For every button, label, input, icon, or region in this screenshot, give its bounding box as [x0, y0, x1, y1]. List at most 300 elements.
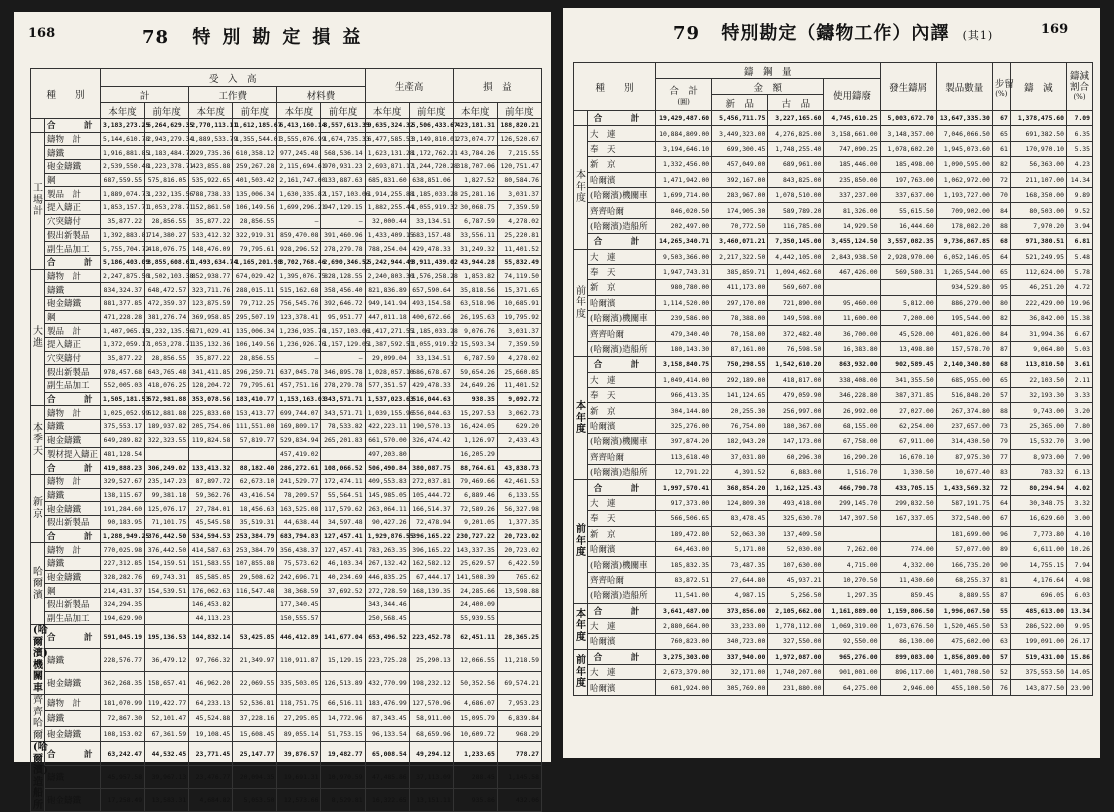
- left-cell-value: 535,922.65: [189, 173, 233, 187]
- right-cell-value: 16,444.60: [880, 218, 936, 233]
- left-cell-value: 127,457.41: [321, 543, 365, 557]
- right-head-yield: [992, 63, 1014, 111]
- right-cell-value: 195,544.00: [936, 311, 992, 326]
- left-cell-value: 15,608.45: [233, 726, 277, 742]
- right-cell-value: 1,542,610.20: [768, 357, 824, 372]
- right-cell-value: 519,431.00: [1010, 649, 1066, 664]
- right-head-sales: 鑄 鋼 量: [656, 63, 881, 79]
- right-cell-value: 6.13: [1067, 464, 1093, 479]
- right-cell-value: 113,618.40: [656, 449, 712, 464]
- left-head-this-year: 本年度: [277, 103, 321, 119]
- right-table-row: [574, 280, 1093, 295]
- right-cell-value: 1,193,727.00: [936, 187, 992, 202]
- left-cell-value: 28,856.55: [145, 214, 189, 228]
- left-cell-value: 5,506,433.67: [409, 119, 453, 133]
- left-cell-value: 335,503.05: [277, 672, 321, 695]
- left-cell-value: 89,055.14: [277, 726, 321, 742]
- right-cell-value: 64,463.00: [656, 541, 712, 556]
- right-table-row: [574, 341, 1093, 356]
- left-cell-value: 947,129.15: [321, 201, 365, 215]
- left-cell-value: 143,337.35: [453, 543, 497, 557]
- right-cell-value: 783.32: [1010, 464, 1066, 479]
- left-cell-value: 85,585.05: [189, 570, 233, 584]
- right-cell-value: 87,161.00: [712, 341, 768, 356]
- right-cell-value: 9.89: [1067, 187, 1093, 202]
- left-cell-value: 10,609.72: [453, 726, 497, 742]
- right-table-row: [574, 388, 1093, 403]
- left-cell-value: 55,564.51: [321, 488, 365, 502]
- right-cell-value: 113,810.50: [1010, 357, 1066, 372]
- left-table-row: [31, 201, 542, 215]
- left-table-row: [31, 765, 542, 788]
- left-cell-value: 457,419.02: [277, 447, 321, 461]
- right-cell-value: 1,159,806.50: [880, 603, 936, 618]
- left-cell-value: 20,723.02: [497, 543, 541, 557]
- left-table-row: [31, 420, 542, 434]
- left-cell-value: 881,377.85: [101, 296, 145, 310]
- left-head-this-year: 本年度: [365, 103, 409, 119]
- right-cell-value: 327,550.00: [768, 634, 824, 649]
- left-cell-value: 20,094.35: [233, 765, 277, 788]
- right-head-product-qty: 製品數量: [936, 63, 992, 111]
- right-row-label: 奉 天: [588, 264, 656, 279]
- right-cell-value: 52,030.00: [768, 541, 824, 556]
- right-cell-value: 3.32: [1067, 495, 1093, 510]
- left-cell-value: 21,349.97: [233, 648, 277, 671]
- left-cell-value: 2,247,875.50: [101, 269, 145, 283]
- left-cell-value: 50,352.56: [453, 672, 497, 695]
- right-cell-value: 65: [992, 126, 1010, 141]
- right-table-row: [574, 234, 1093, 249]
- right-cell-value: 304,144.80: [656, 403, 712, 418]
- left-cell-value: 15,371.65: [497, 283, 541, 297]
- left-cell-value: 329,527.67: [101, 474, 145, 488]
- left-table-row: [31, 726, 542, 742]
- right-cell-value: 116,785.00: [768, 218, 824, 233]
- left-table-row: [31, 310, 542, 324]
- right-cell-value: 3.33: [1067, 388, 1093, 403]
- right-cell-value: 5,256.50: [768, 588, 824, 603]
- right-cell-value: 863,932.00: [824, 357, 880, 372]
- left-cell-value: 87,343.45: [365, 711, 409, 727]
- left-table-row: [31, 173, 542, 187]
- left-cell-value: 62,451.11: [453, 625, 497, 648]
- right-head-total: [656, 79, 712, 111]
- left-cell-value: 1,827.52: [453, 173, 497, 187]
- right-cell-value: 64,275.00: [824, 680, 880, 695]
- left-cell-value: 286,272.61: [277, 461, 321, 475]
- right-row-label: 合 計: [588, 480, 656, 495]
- left-cell-value: 144,832.14: [189, 625, 233, 648]
- left-cell-value: 1,853.82: [453, 269, 497, 283]
- right-row-label: 合 計: [588, 357, 656, 372]
- left-cell-value: 37,113.09: [409, 765, 453, 788]
- left-table-row: [31, 789, 542, 812]
- right-cell-value: 256,997.00: [768, 403, 824, 418]
- left-cell-value: 472,359.37: [145, 296, 189, 310]
- left-cell-value: 16,205.29: [453, 447, 497, 461]
- left-row-label: 合 計: [45, 119, 101, 133]
- left-cell-value: 414,587.63: [189, 543, 233, 557]
- right-table-row: [574, 557, 1093, 572]
- right-cell-value: 1,078,602.20: [880, 141, 936, 156]
- left-cell-value: 423,181.31: [453, 119, 497, 133]
- left-cell-value: [321, 611, 365, 625]
- right-row-label: 合 計: [588, 649, 656, 664]
- left-cell-value: 471,228.28: [101, 310, 145, 324]
- left-cell-value: 686,678.67: [409, 365, 453, 379]
- right-cell-value: 886,279.00: [936, 295, 992, 310]
- right-cell-value: 843,825.00: [768, 172, 824, 187]
- left-cell-value: 629.20: [497, 420, 541, 434]
- left-cell-value: 6,787.59: [453, 351, 497, 365]
- left-cell-value: 859,470.08: [277, 228, 321, 242]
- left-cell-value: —: [321, 351, 365, 365]
- left-cell-value: 267,132.42: [365, 557, 409, 571]
- left-cell-value: 28,365.25: [497, 625, 541, 648]
- left-cell-value: 323,711.76: [189, 283, 233, 297]
- right-row-label: (哈爾濱)機關車: [588, 557, 656, 572]
- left-cell-value: 1,053,278.71: [145, 201, 189, 215]
- left-cell-value: 1,157,129.05: [321, 338, 365, 352]
- left-cell-value: 135,006.34: [233, 187, 277, 201]
- left-cell-value: 381,276.74: [145, 310, 189, 324]
- left-cell-value: 11,401.52: [497, 242, 541, 256]
- right-row-group-label: 前年度: [574, 249, 588, 357]
- left-cell-value: 2,690,346.52: [321, 255, 365, 269]
- right-cell-value: 1,069,319.00: [824, 618, 880, 633]
- right-cell-value: 83: [992, 464, 1010, 479]
- right-table-row: [574, 480, 1093, 495]
- right-cell-value: 67,911.00: [880, 434, 936, 449]
- left-cell-value: 127,457.41: [321, 529, 365, 543]
- left-cell-value: 9,076.76: [453, 324, 497, 338]
- right-cell-value: 2,673,379.00: [656, 665, 712, 680]
- left-table-row: [31, 283, 542, 297]
- right-table-row: [574, 511, 1093, 526]
- right-cell-value: 2,946.00: [880, 680, 936, 695]
- left-cell-value: 328,282.76: [101, 570, 145, 584]
- right-cell-value: 181,699.00: [936, 526, 992, 541]
- left-cell-value: 230,727.22: [453, 529, 497, 543]
- left-row-label: 砲金鑄鐵: [45, 433, 101, 447]
- right-cell-value: 147,173.00: [768, 434, 824, 449]
- right-cell-value: 2,217,322.50: [712, 249, 768, 264]
- left-cell-value: 63,242.47: [101, 742, 145, 765]
- left-cell-value: 821,836.89: [365, 283, 409, 297]
- right-cell-value: 141,124.65: [712, 388, 768, 403]
- right-cell-value: 1,162,125.43: [768, 480, 824, 495]
- right-cell-value: 31,994.36: [1010, 326, 1066, 341]
- left-row-label: 副生品加工: [45, 611, 101, 625]
- right-cell-value: 1,972,087.00: [768, 649, 824, 664]
- right-cell-value: 76,754.00: [712, 418, 768, 433]
- left-cell-value: 15,095.79: [453, 711, 497, 727]
- left-cell-value: 1,914,255.88: [365, 187, 409, 201]
- right-cell-value: 77: [992, 449, 1010, 464]
- right-row-group-label: 前年度: [574, 649, 588, 695]
- left-cell-value: 78,533.82: [321, 420, 365, 434]
- right-row-group-label: 前年度: [574, 480, 588, 603]
- left-cell-value: 2,943,279.34: [145, 132, 189, 146]
- left-cell-value: 25,147.77: [233, 742, 277, 765]
- left-cell-value: 447,011.18: [365, 310, 409, 324]
- left-cell-value: 25,629.57: [453, 557, 497, 571]
- right-cell-value: 760,823.00: [656, 634, 712, 649]
- left-row-group-label: 新京: [31, 474, 45, 542]
- left-cell-value: 657,590.64: [409, 283, 453, 297]
- right-cell-value: 1,699,714.00: [656, 187, 712, 202]
- right-cell-value: 1,378,475.60: [1010, 111, 1066, 126]
- right-cell-value: 15,532.70: [1010, 434, 1066, 449]
- right-cell-value: 55,615.50: [880, 203, 936, 218]
- right-cell-value: 64: [992, 249, 1010, 264]
- left-cell-value: 44,113.23: [189, 611, 233, 625]
- left-row-label: 鑄物 計: [45, 695, 101, 711]
- left-head-material-cost: 材料費: [277, 87, 365, 103]
- right-cell-value: [824, 526, 880, 541]
- left-row-label: 穴突鑄付: [45, 351, 101, 365]
- right-cell-value: 11,430.60: [880, 572, 936, 587]
- left-cell-value: 638,851.06: [409, 173, 453, 187]
- right-cell-value: 5.35: [1067, 141, 1093, 156]
- right-cell-value: 70: [992, 187, 1010, 202]
- right-row-label: 哈爾濱: [588, 680, 656, 695]
- left-row-label: 鑄物 計: [45, 132, 101, 146]
- left-cell-value: 1,157,103.06: [321, 187, 365, 201]
- left-cell-value: 343,344.46: [365, 598, 409, 612]
- left-table-row: [31, 648, 542, 671]
- left-cell-value: 699,744.07: [277, 406, 321, 420]
- left-cell-value: 1,236,926.76: [277, 338, 321, 352]
- right-table-row: [574, 464, 1093, 479]
- left-head-last-year: 前年度: [409, 103, 453, 119]
- right-cell-value: 10,270.50: [824, 572, 880, 587]
- right-cell-value: 601,924.00: [656, 680, 712, 695]
- right-table-row: [574, 157, 1093, 172]
- right-cell-value: 68: [992, 234, 1010, 249]
- left-cell-value: 35,519.31: [233, 515, 277, 529]
- left-cell-value: 69,574.21: [497, 672, 541, 695]
- left-cell-value: 288,015.11: [233, 283, 277, 297]
- right-cell-value: [824, 280, 880, 295]
- left-cell-value: 40,234.69: [321, 570, 365, 584]
- right-cell-value: 112,624.00: [1010, 264, 1066, 279]
- left-cell-value: 481,128.54: [101, 447, 145, 461]
- right-table-row: [574, 680, 1093, 695]
- right-cell-value: 80,503.00: [1010, 203, 1066, 218]
- left-table-row: [31, 625, 542, 648]
- right-row-label: 合 計: [588, 603, 656, 618]
- left-cell-value: 10,970.59: [321, 765, 365, 788]
- right-cell-value: 23.90: [1067, 680, 1093, 695]
- left-cell-value: 3,557,613.35: [321, 119, 365, 133]
- right-cell-value: 4,391.52: [712, 464, 768, 479]
- left-cell-value: —: [277, 214, 321, 228]
- left-page-title: [142, 23, 372, 49]
- right-row-label: 齊齊哈爾: [588, 572, 656, 587]
- right-cell-value: 1,520,465.50: [936, 618, 992, 633]
- left-table-row: [31, 529, 542, 543]
- left-cell-value: 556,044.63: [409, 406, 453, 420]
- right-head-loss-rate: [1067, 63, 1093, 111]
- left-cell-value: 15,129.15: [321, 648, 365, 671]
- right-cell-value: 82: [992, 311, 1010, 326]
- left-row-label: 鑄物 計: [45, 269, 101, 283]
- left-cell-value: 318,707.06: [453, 160, 497, 174]
- left-cell-value: 125,076.17: [145, 502, 189, 516]
- right-cell-value: 7,046,066.50: [936, 126, 992, 141]
- right-cell-value: 3,641,487.00: [656, 603, 712, 618]
- left-cell-value: 6,133.55: [497, 488, 541, 502]
- left-cell-value: 43,944.28: [453, 255, 497, 269]
- right-cell-value: 1,401,708.50: [936, 665, 992, 680]
- right-cell-value: 3.61: [1067, 357, 1093, 372]
- left-cell-value: 31,249.32: [453, 242, 497, 256]
- left-cell-value: 1,355,544.01: [233, 132, 277, 146]
- left-cell-value: 1,185,033.28: [409, 324, 453, 338]
- right-row-label: 齊齊哈爾: [588, 203, 656, 218]
- left-cell-value: 74,119.50: [497, 269, 541, 283]
- left-cell-value: [497, 611, 541, 625]
- left-cell-value: 1,055,919.32: [409, 201, 453, 215]
- right-cell-value: 79: [992, 434, 1010, 449]
- left-cell-value: 33,556.11: [453, 228, 497, 242]
- left-cell-value: 188,820.21: [497, 119, 541, 133]
- left-cell-value: 9,092.72: [497, 392, 541, 406]
- left-table-row: [31, 557, 542, 571]
- left-head-last-year: 前年度: [321, 103, 365, 119]
- left-cell-value: 683,794.83: [277, 529, 321, 543]
- left-cell-value: 138,115.67: [101, 488, 145, 502]
- left-head-total: 計: [101, 87, 189, 103]
- left-cell-value: 2,433.43: [497, 433, 541, 447]
- right-row-label: (哈爾濱)造船所: [588, 341, 656, 356]
- right-table-row: [574, 418, 1093, 433]
- left-cell-value: 168,139.35: [409, 584, 453, 598]
- left-table-row: [31, 119, 542, 133]
- right-row-label: 大 連: [588, 126, 656, 141]
- left-cell-value: 272,728.59: [365, 584, 409, 598]
- left-cell-value: 341,411.85: [189, 365, 233, 379]
- right-cell-value: 479,059.90: [768, 388, 824, 403]
- left-cell-value: [497, 598, 541, 612]
- right-cell-value: 1,433,569.32: [936, 480, 992, 495]
- left-row-label: 假出新製品: [45, 228, 101, 242]
- left-cell-value: 52,536.81: [233, 695, 277, 711]
- left-cell-value: [189, 447, 233, 461]
- left-cell-value: 49,294.12: [409, 742, 453, 765]
- left-cell-value: 154,159.51: [145, 557, 189, 571]
- right-cell-value: 189,472.80: [656, 526, 712, 541]
- right-cell-value: 267,374.80: [936, 403, 992, 418]
- left-cell-value: 3,555,076.99: [277, 132, 321, 146]
- right-cell-value: 411,173.00: [712, 280, 768, 295]
- right-row-label: (哈爾濱)機關車: [588, 434, 656, 449]
- right-cell-value: 3,460,071.21: [712, 234, 768, 249]
- right-cell-value: 87: [992, 341, 1010, 356]
- left-cell-value: 714,380.27: [145, 228, 189, 242]
- right-cell-value: 750,298.55: [712, 357, 768, 372]
- left-head-last-year: 前年度: [145, 103, 189, 119]
- left-cell-value: 72,867.30: [101, 711, 145, 727]
- left-row-label: 砲金鑄鐵: [45, 296, 101, 310]
- left-cell-value: 683,157.48: [409, 228, 453, 242]
- left-cell-value: 263,064.11: [365, 502, 409, 516]
- left-cell-value: 25,220.81: [497, 228, 541, 242]
- right-cell-value: 418,817.00: [768, 372, 824, 387]
- left-cell-value: 429,478.33: [409, 242, 453, 256]
- right-cell-value: 305,769.00: [712, 680, 768, 695]
- right-cell-value: 338,408.00: [824, 372, 880, 387]
- left-cell-value: 1,233.65: [453, 742, 497, 765]
- left-cell-value: 1,387,592.51: [365, 338, 409, 352]
- left-cell-value: [233, 447, 277, 461]
- right-head-yield-label: 步留: [994, 78, 1014, 90]
- left-row-label: 鑄鐵: [45, 283, 101, 297]
- right-cell-value: 385,859.71: [712, 264, 768, 279]
- right-head-yield-unit: (%): [995, 89, 1008, 98]
- right-cell-value: 16,629.60: [1010, 511, 1066, 526]
- left-cell-value: 278,279.78: [321, 242, 365, 256]
- right-cell-value: 1,471,942.00: [656, 172, 712, 187]
- right-cell-value: 95: [992, 280, 1010, 295]
- left-cell-value: 506,490.84: [365, 461, 409, 475]
- right-cell-value: 3,194,646.10: [656, 141, 712, 156]
- right-cell-value: 1,945,073.60: [936, 141, 992, 156]
- right-cell-value: 846,020.50: [656, 203, 712, 218]
- left-table-row: [31, 695, 542, 711]
- right-row-label: 大 連: [588, 665, 656, 680]
- left-cell-value: 423,855.88: [189, 160, 233, 174]
- left-table-row: [31, 502, 542, 516]
- right-cell-value: 292,189.00: [712, 372, 768, 387]
- left-cell-value: 1,377.35: [497, 515, 541, 529]
- right-cell-value: 286,522.00: [1010, 618, 1066, 633]
- right-cell-value: 36,700.00: [824, 326, 880, 341]
- left-cell-value: 127,570.96: [409, 695, 453, 711]
- left-cell-value: 35,877.22: [189, 214, 233, 228]
- left-cell-value: 16,322.65: [365, 789, 409, 812]
- right-cell-value: 170,970.10: [1010, 141, 1066, 156]
- left-cell-value: 1,699,296.21: [277, 201, 321, 215]
- left-cell-value: 396,165.22: [409, 543, 453, 557]
- left-row-label: 鋼: [45, 310, 101, 324]
- right-cell-value: 36,842.00: [1010, 311, 1066, 326]
- right-cell-value: 19.96: [1067, 295, 1093, 310]
- left-cell-value: 20,723.02: [497, 529, 541, 543]
- left-cell-value: 14,772.96: [321, 711, 365, 727]
- left-cell-value: 288.45: [453, 765, 497, 788]
- left-cell-value: 4,686.07: [453, 695, 497, 711]
- right-page-title: [673, 19, 993, 45]
- left-row-label: 製品 計: [45, 324, 101, 338]
- left-cell-value: 177,340.45: [277, 598, 321, 612]
- right-cell-value: 971,380.51: [1010, 234, 1066, 249]
- left-cell-value: 39,876.57: [277, 742, 321, 765]
- right-cell-value: 5.48: [1067, 249, 1093, 264]
- left-cell-value: 6,889.46: [453, 488, 497, 502]
- right-cell-value: 222,429.00: [1010, 295, 1066, 310]
- right-cell-value: 5.78: [1067, 264, 1093, 279]
- left-cell-value: 43,838.73: [497, 461, 541, 475]
- right-cell-value: 33,233.00: [712, 618, 768, 633]
- right-cell-value: 325,276.00: [656, 418, 712, 433]
- left-cell-value: 53,425.85: [233, 625, 277, 648]
- left-cell-value: 1,916,881.85: [101, 146, 145, 160]
- left-cell-value: 432.06: [497, 789, 541, 812]
- right-cell-value: 455,100.50: [936, 680, 992, 695]
